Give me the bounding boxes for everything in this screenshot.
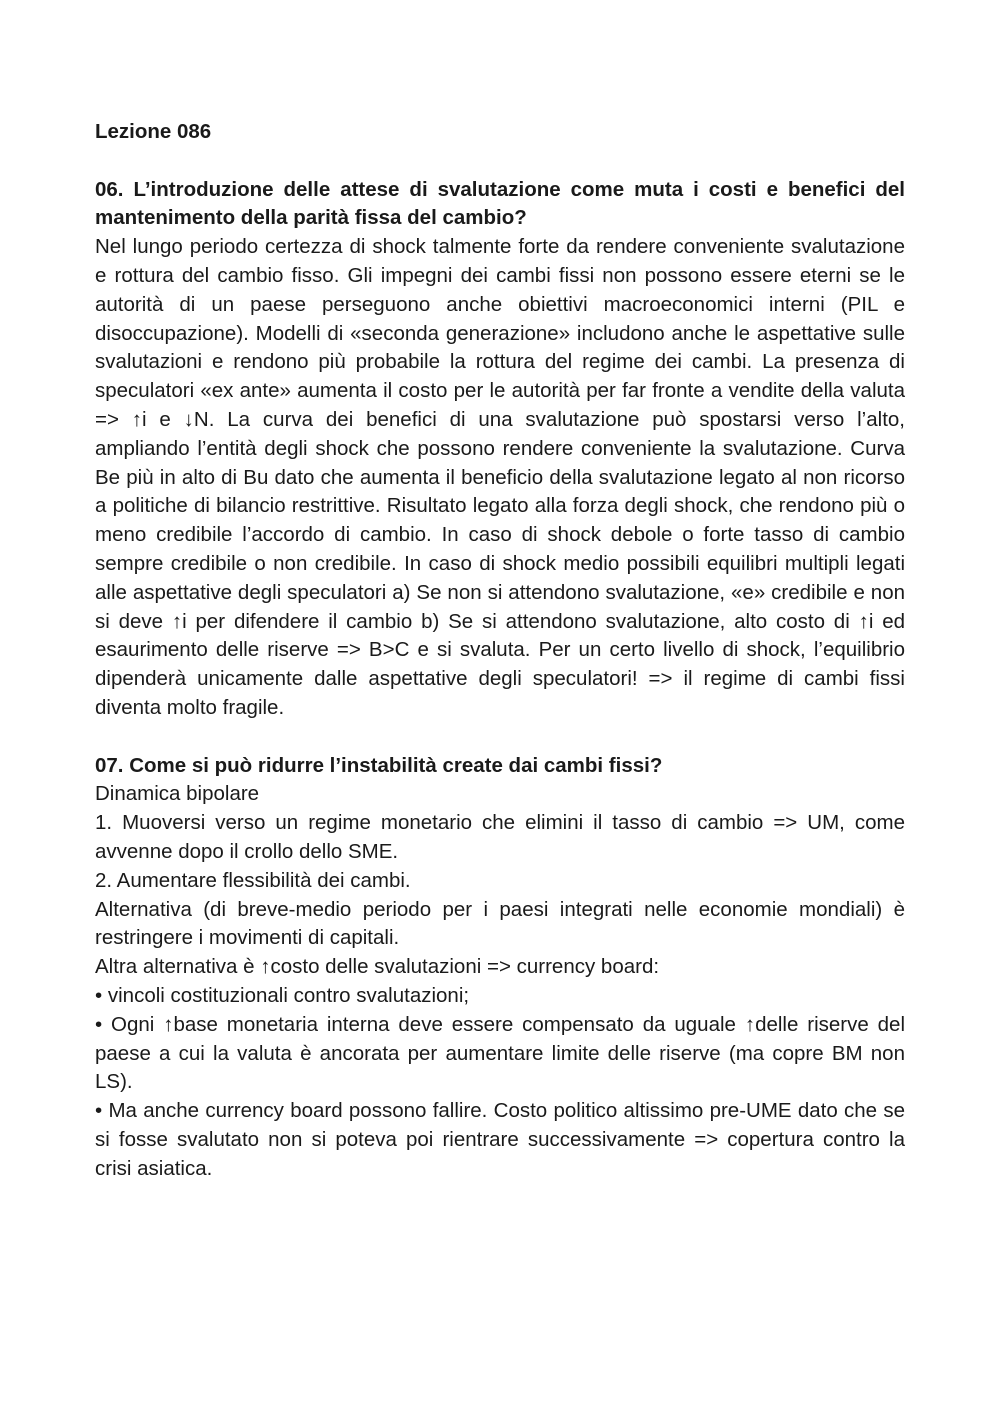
question-07-bullet: • Ogni ↑base monetaria interna deve essere compensato da uguale ↑delle riserve del paese a cui la valuta è ancorata per aumentare limite delle riserve (ma copre BM non LS). <box>95 1012 905 1094</box>
spacer <box>95 147 905 176</box>
question-07-line: 2. Aumentare flessibilità dei cambi. <box>95 868 411 892</box>
question-07-line: 1. Muoversi verso un regime monetario che elimini il tasso di cambio => UM, come avvenne dopo il crollo dello SME. <box>95 811 905 863</box>
question-07-line: Altra alternativa è ↑costo delle svalutazioni => currency board: <box>95 955 660 979</box>
lesson-title: Lezione 086 <box>95 120 212 143</box>
question-07-line: Alternativa (di breve-medio periodo per i paesi integrati nelle economie mondiali) è restringere i movimenti di capitali. <box>95 897 905 950</box>
question-07-line: Dinamica bipolare <box>95 782 260 806</box>
spacer <box>95 723 905 752</box>
question-06-title: 06. L’introduzione delle attese di svalutazione come muta i costi e benefici del mantenimento della parità fissa del cambio? <box>95 177 905 230</box>
document-page <box>95 118 905 1183</box>
question-07-bullet: • vincoli costituzionali contro svalutazioni; <box>95 983 470 1007</box>
question-06-answer: Nel lungo periodo certezza di shock talmente forte da rendere conveniente svalutazione e rottura del cambio fisso. Gli impegni dei cambi fissi non possono essere eterni se le autorità di un paese perseguono anche obiettivi macroeconomici interni (PIL e disoccupazione). Modelli di «seconda generazione» includono anche le aspettative sulle svalutazioni e rendono più probabile la rottura del regime dei cambi. La presenza di speculatori «ex ante» aumenta il costo per le autorità per far fronte a vendite della valuta => ↑i e ↓N. La curva dei benefici di una svalutazione può spostarsi verso l’alto, ampliando l’entità degli shock che possono rendere conveniente la svalutazione. Curva Be più in alto di Bu dato che aumenta il beneficio della svalutazione legato al non ricorso a politiche di bilancio restrittive. Risultato legato alla forza degli shock, che rendono più o meno credibile l’accordo di cambio. In caso di shock debole o forte tasso di cambio sempre credibile o non credibile. In caso di shock medio possibili equilibri multipli legati alle aspettative degli speculatori a) Se non si attendono svalutazione, «e» credibile e non si deve ↑i per difendere il cambio b) Se si attendono svalutazione, alto costo di ↑i ed esaurimento delle riserve => B>C e si svaluta. Per un certo livello di shock, l’equilibrio dipenderà unicamente dalle aspettative degli speculatori! => il regime di cambi fissi diventa molto fragile. <box>95 235 905 719</box>
question-07-bullet: • Ma anche currency board possono fallire. Costo politico altissimo pre-UME dato che se si fosse svalutato non si poteva poi rientrare successivamente => copertura contro la crisi asiatica. <box>95 1099 905 1180</box>
question-07-title: 07. Come si può ridurre l’instabilità create dai cambi fissi? <box>95 753 663 777</box>
